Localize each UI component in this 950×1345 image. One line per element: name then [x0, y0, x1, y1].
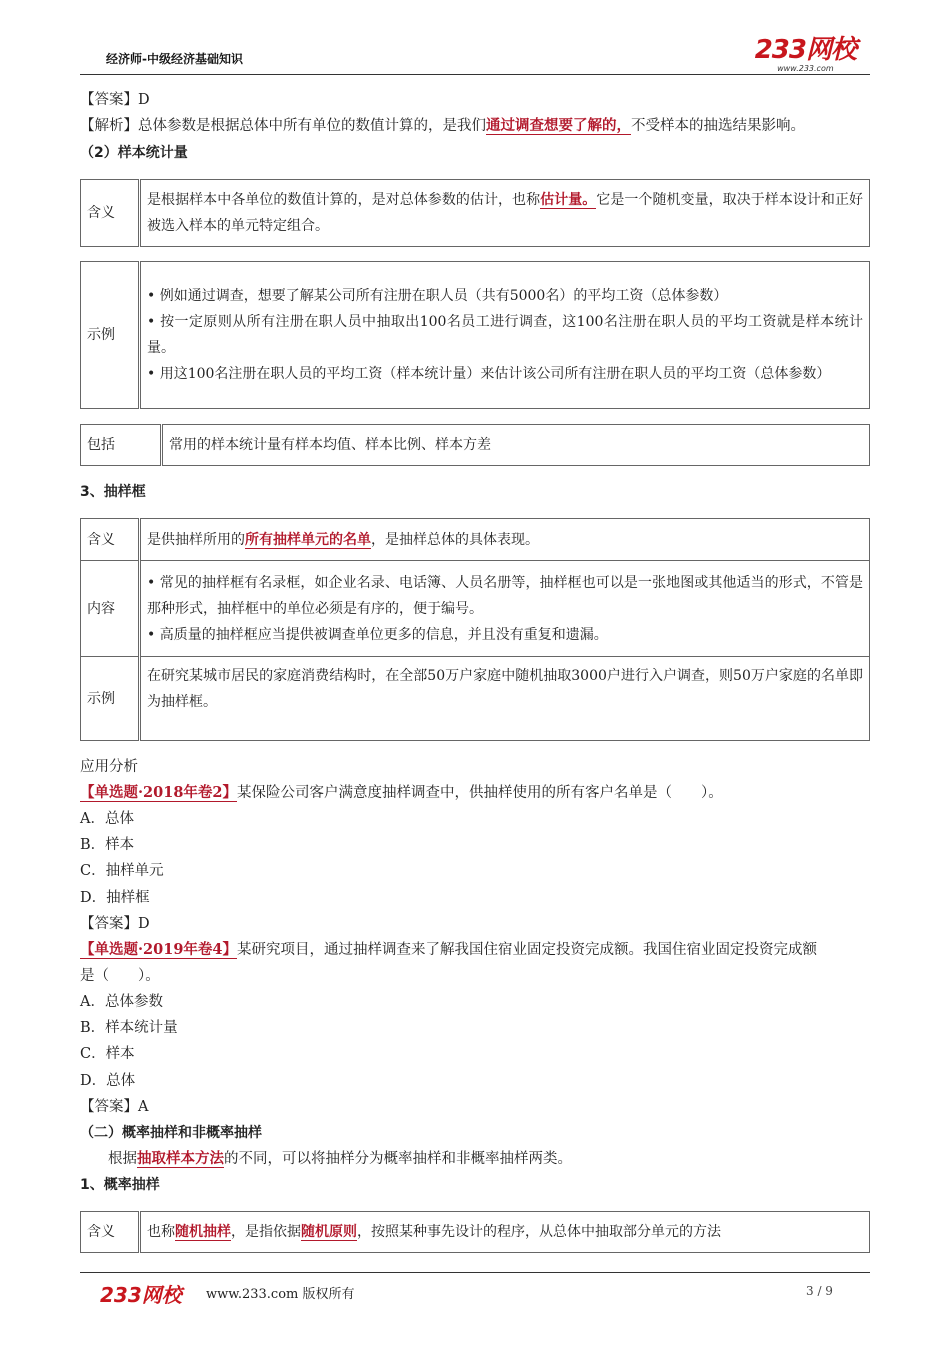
analysis-line — [80, 116, 805, 136]
row-content: 是供抽样所用的所有抽样单元的名单，是抽样总体的具体表现。 — [140, 519, 870, 561]
row-content: 是根据样本中各单位的数值计算的，是对总体参数的估计，也称估计量。它是一个随机变量，取决于样本设计和正好被选入样本的单元特定组合。 — [140, 180, 870, 247]
option: C．抽样单元 — [80, 863, 164, 879]
analysis-highlight: 通过调查想要了解的， — [486, 117, 631, 134]
question-2-cont: 是（ ）。 — [80, 968, 160, 984]
document-title: 经济师-中级经济基础知识 — [106, 52, 243, 66]
row-label: 示例 — [81, 657, 140, 741]
option: D．总体 — [80, 1073, 136, 1089]
question-2 — [80, 940, 817, 960]
footer-copyright: www.233.com 版权所有 — [206, 1287, 355, 1302]
row-label: 含义 — [81, 180, 140, 247]
row-label: 含义 — [81, 1212, 140, 1253]
table-sample-statistic-example — [80, 261, 870, 409]
bullet-item: • 常见的抽样框有名录框，如企业名录、电话簿、人员名册等，抽样框也可以是一张地图或其他适当的形式，不管是那种形式，抽样框中的单位必须是有序的，便于编号。 — [147, 574, 863, 617]
option: A．总体 — [80, 811, 134, 827]
option: B．样本统计量 — [80, 1020, 178, 1036]
subheading-probability-sampling: 1、概率抽样 — [80, 1177, 160, 1193]
analysis-text-end: 不受样本的抽选结果影响。 — [631, 118, 805, 134]
section-paragraph: 根据抽取样本方法的不同，可以将抽样分为概率抽样和非概率抽样两类。 — [108, 1150, 572, 1167]
row-content — [140, 561, 870, 657]
section-heading-sampling-frame: 3、抽样框 — [80, 484, 146, 500]
bullet-item: • 例如通过调查，想要了解某公司所有注册在职人员（共有5000名）的平均工资（总体参数） — [147, 288, 728, 304]
footer-logo: 233网校 — [100, 1283, 182, 1307]
question-text: 某研究项目，通过抽样调查来了解我国住宿业固定投资完成额。我国住宿业固定投资完成额 — [237, 942, 817, 958]
question-1 — [80, 783, 723, 803]
option: C．样本 — [80, 1046, 135, 1062]
answer-line: 【答案】A — [80, 1099, 149, 1115]
table-probability-sampling — [80, 1211, 870, 1253]
section-heading-probability-sampling: （二）概率抽样和非概率抽样 — [80, 1125, 262, 1141]
row-label: 含义 — [81, 519, 140, 561]
option: D．抽样框 — [80, 890, 150, 906]
footer-divider — [80, 1272, 870, 1273]
row-content — [140, 262, 870, 409]
bullet-item: • 高质量的抽样框应当提供被调查单位更多的信息，并且没有重复和遗漏。 — [147, 626, 608, 643]
page-number: 3 / 9 — [806, 1284, 833, 1298]
question-tag: 【单选题·2019年卷4】 — [80, 941, 237, 958]
page-header — [80, 35, 870, 73]
analysis-text: 【解析】总体参数是根据总体中所有单位的数值计算的，是我们 — [80, 118, 486, 134]
header-divider — [80, 74, 870, 75]
logo-url: www.233.com — [777, 64, 834, 73]
random-principle-highlight: 随机原则 — [301, 1224, 357, 1240]
random-sampling-highlight: 随机抽样 — [175, 1224, 231, 1240]
name-list-highlight: 所有抽样单元的名单 — [245, 531, 371, 548]
sampling-method-highlight: 抽取样本方法 — [137, 1150, 224, 1167]
table-sample-statistic-includes — [80, 424, 870, 466]
option: A．总体参数 — [80, 994, 163, 1010]
row-content: 常用的样本统计量有样本均值、样本比例、样本方差 — [162, 425, 870, 466]
bullet-item: • 用这100名注册在职人员的平均工资（样本统计量）来估计该公司所有注册在职人员的平均工资（总体参数） — [147, 366, 831, 382]
row-label: 内容 — [81, 561, 140, 657]
apply-title: 应用分析 — [80, 759, 138, 775]
row-content: 在研究某城市居民的家庭消费结构时，在全部50万户家庭中随机抽取3000户进行入户调查，则50万户家庭的名单即为抽样框。 — [140, 657, 870, 741]
option: B．样本 — [80, 837, 135, 853]
question-text: 某保险公司客户满意度抽样调查中，供抽样使用的所有客户名单是（ ）。 — [237, 785, 723, 801]
logo-text: 233网校 — [754, 35, 856, 65]
bullet-item: • 按一定原则从所有注册在职人员中抽取出100名员工进行调查，这100名注册在职人员的平均工资就是样本统计量。 — [147, 314, 863, 356]
row-content: 也称随机抽样，是指依据随机原则，按照某种事先设计的程序，从总体中抽取部分单元的方法 — [140, 1212, 870, 1253]
brand-logo — [755, 36, 856, 73]
row-label: 示例 — [81, 262, 140, 409]
estimator-highlight: 估计量。 — [540, 192, 597, 208]
table-sampling-frame — [80, 518, 870, 741]
question-tag: 【单选题·2018年卷2】 — [80, 784, 237, 801]
section-heading-sample-statistic: （2）样本统计量 — [80, 145, 188, 161]
answer-line: 【答案】D — [80, 92, 150, 108]
row-label: 包括 — [81, 425, 162, 466]
table-sample-statistic-meaning — [80, 179, 870, 247]
answer-line: 【答案】D — [80, 916, 150, 932]
